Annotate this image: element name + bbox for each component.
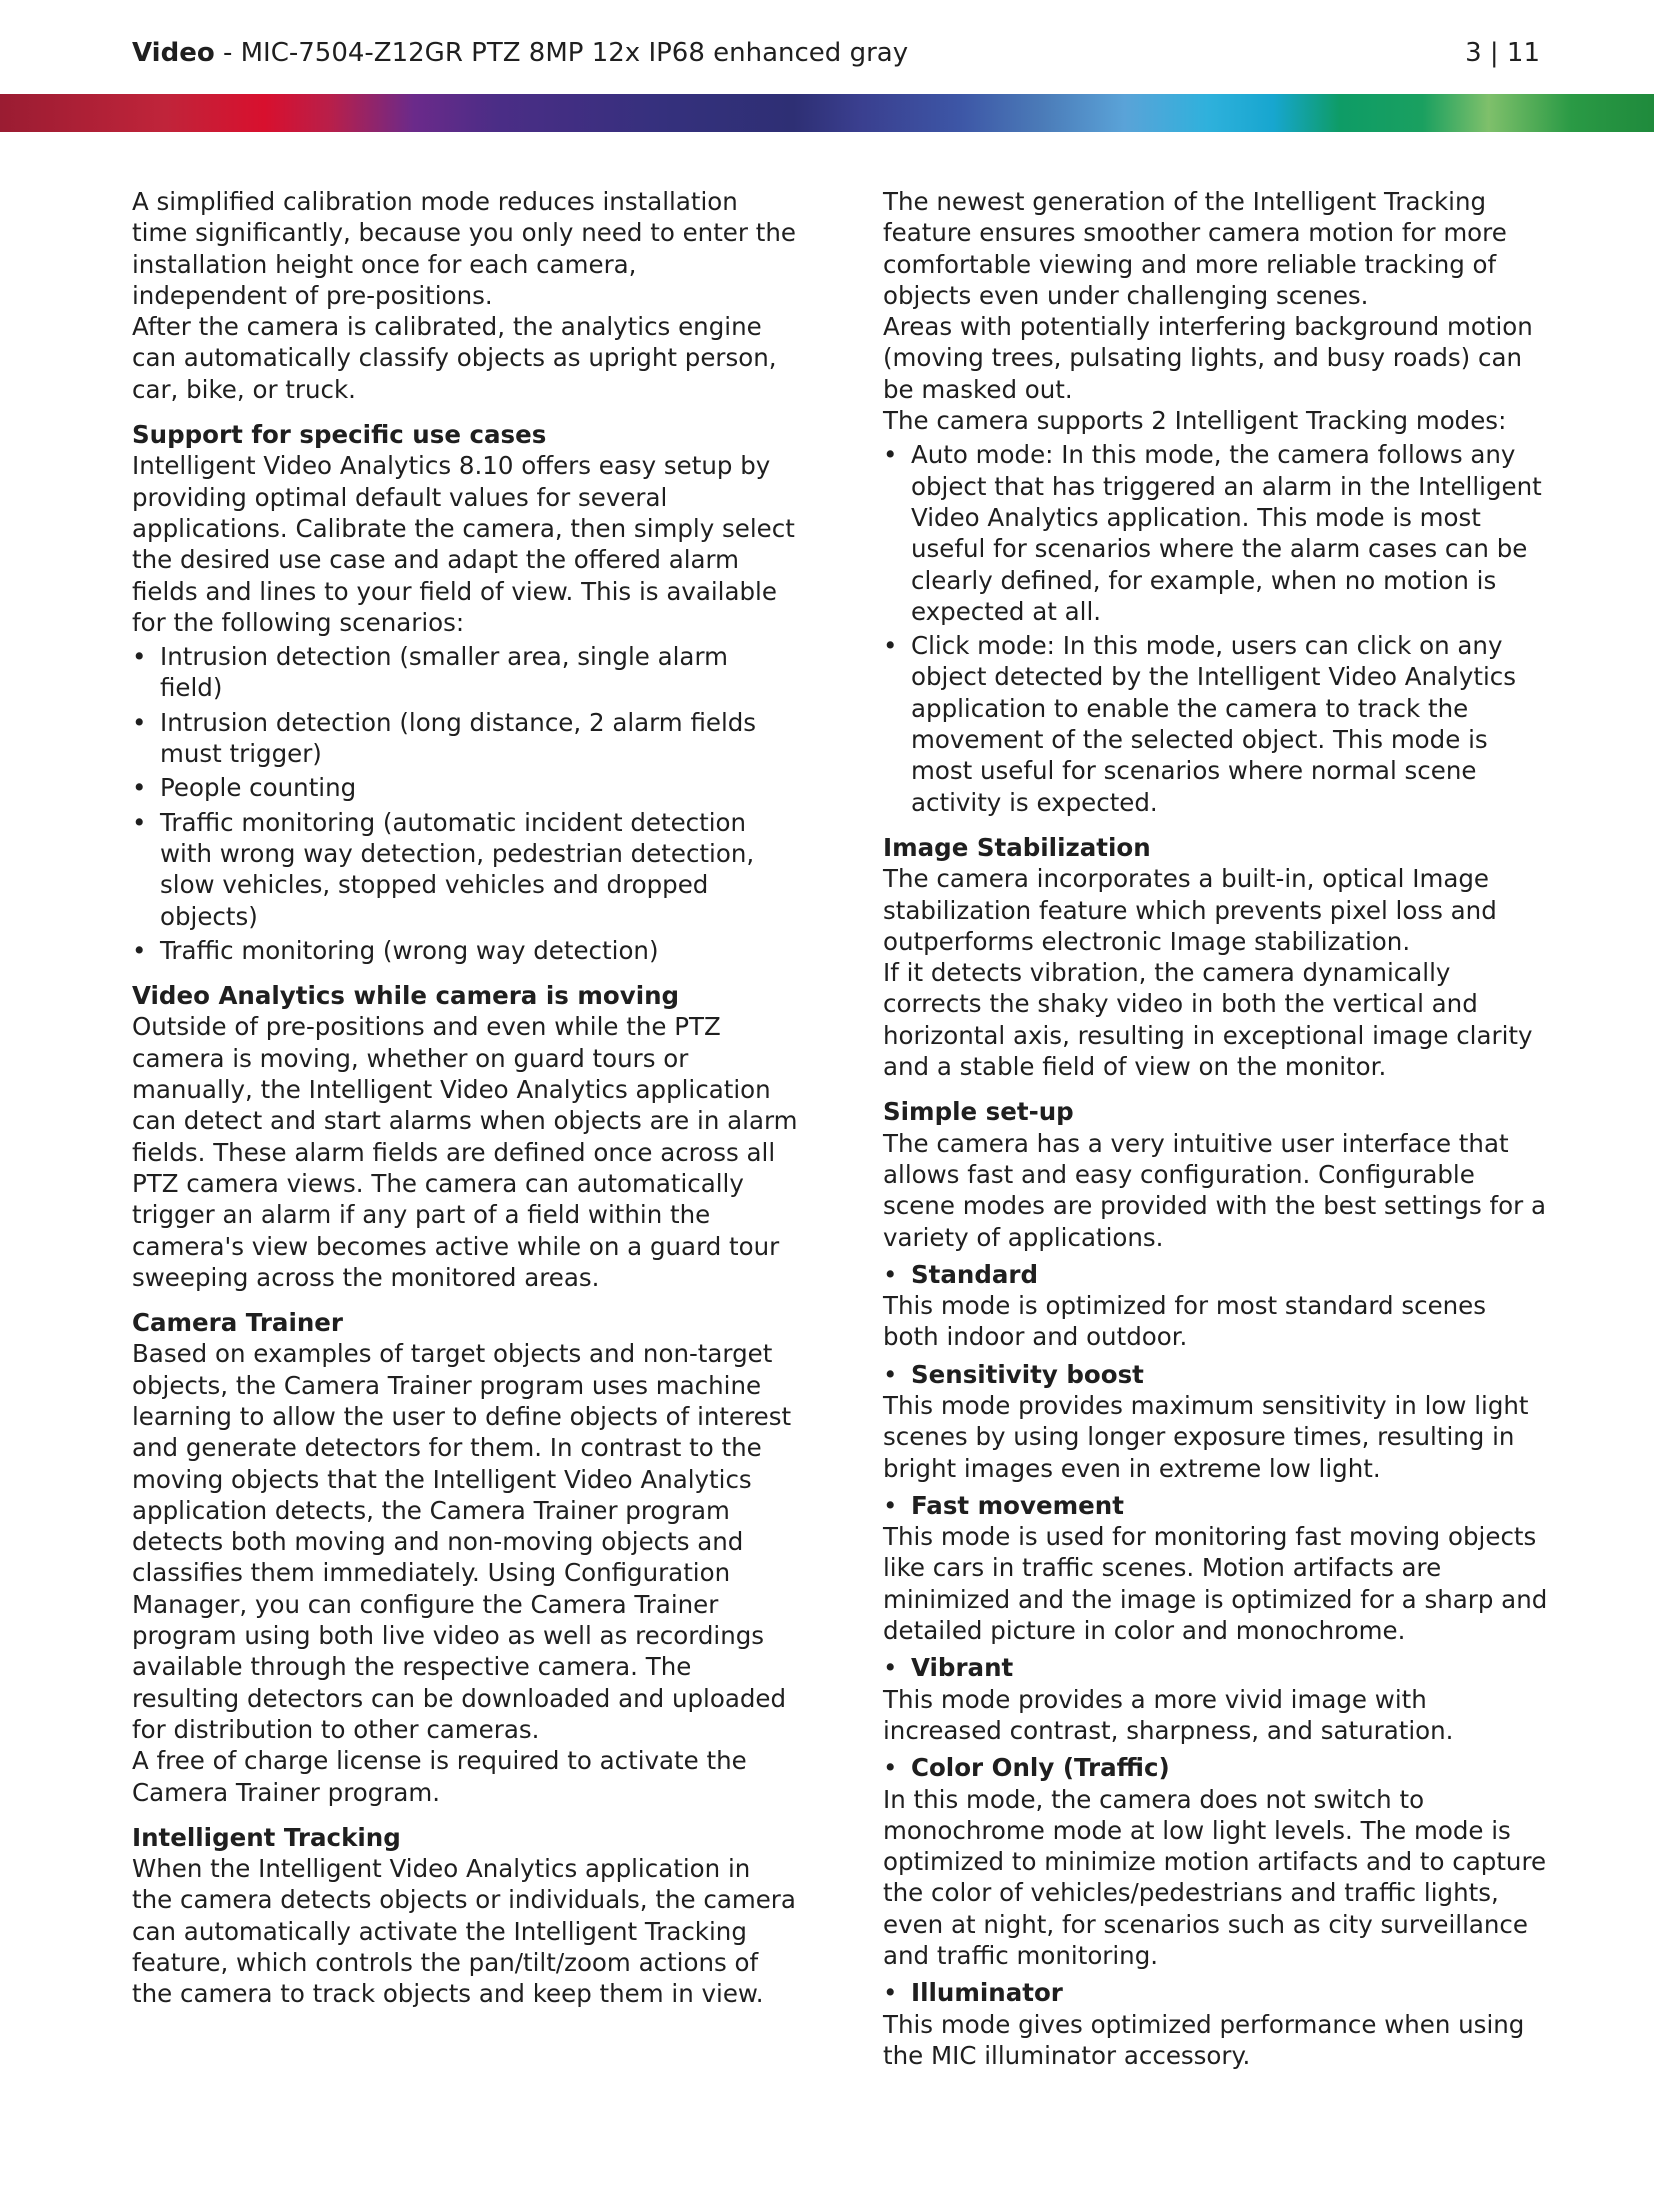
scene-mode-title: • Fast movement xyxy=(883,1490,1549,1521)
scene-mode-title: • Standard xyxy=(883,1259,1549,1290)
paragraph: A free of charge license is required to activate the Camera Trainer program. xyxy=(132,1746,747,1807)
paragraph: Outside of pre-positions and even while the PTZ camera is moving, whether on guard tours or manually, the Intelligent Video Analytics application can detect and start alarms when objects are in alarm fields. These alarm fields are defined once across all PTZ camera views. The camera can automatically trigger an alarm if any part of a field within the camera's view becomes active while on a guard tour sweeping across the monitored areas. xyxy=(132,1012,798,1292)
paragraph: The camera incorporates a built-in, optical Image stabilization feature which prevents pixel loss and outperforms electronic Image stabilization. xyxy=(883,864,1497,956)
scene-mode-text: This mode provides a more vivid image with increased contrast, sharpness, and saturation. xyxy=(883,1684,1454,1745)
list-item: • Traffic monitoring (automatic incident detection with wrong way detection, pedestrian detection, slow vehicles, stopped vehicles and dropped objects) xyxy=(132,807,798,932)
list-item: • Intrusion detection (smaller area, single alarm field) xyxy=(132,641,798,704)
paragraph: The camera has a very intuitive user interface that allows fast and easy configuration. Configurable scene modes are provided with the best settings for a variety of applications. xyxy=(883,1128,1547,1252)
section-heading: Simple set-up xyxy=(883,1097,1074,1127)
tracking-mode-list xyxy=(883,439,1549,818)
decorative-color-band xyxy=(0,94,1654,132)
scene-mode-title: • Color Only (Traffic) xyxy=(883,1752,1549,1783)
list-item: • People counting xyxy=(132,772,798,803)
page-header xyxy=(0,0,1654,95)
page-number: 3 | 11 xyxy=(1465,38,1540,68)
scene-mode-title: • Illuminator xyxy=(883,1977,1549,2008)
scene-mode-text: This mode is optimized for most standard scenes both indoor and outdoor. xyxy=(883,1291,1487,1352)
paragraph: If it detects vibration, the camera dynamically corrects the shaky video in both the vertical and horizontal axis, resulting in exceptional image clarity and a stable field of view on the monitor. xyxy=(883,958,1533,1082)
section-heading: Intelligent Tracking xyxy=(132,1822,401,1852)
header-title xyxy=(132,36,908,70)
use-case-list xyxy=(132,641,798,966)
left-column xyxy=(132,186,798,2010)
paragraph: When the Intelligent Video Analytics application in the camera detects objects or individuals, the camera can automatically activate the Intelligent Tracking feature, which controls the pan/tilt/zoom actions of the camera to track objects and keep them in view. xyxy=(132,1854,796,2009)
header-section: Video xyxy=(132,38,215,68)
header-product: - MIC-7504-Z12GR PTZ 8MP 12x IP68 enhanced gray xyxy=(214,38,909,68)
list-item: • Traffic monitoring (wrong way detection) xyxy=(132,935,798,966)
section-heading: Video Analytics while camera is moving xyxy=(132,981,680,1011)
list-item: • Click mode: In this mode, users can click on any object detected by the Intelligent Video Analytics application to enable the camera to track the movement of the selected object. This mode is most useful for scenarios where normal scene activity is expected. xyxy=(883,630,1549,818)
scene-mode-text: This mode provides maximum sensitivity in low light scenes by using longer exposure times, resulting in bright images even in extreme low light. xyxy=(883,1390,1529,1483)
scene-mode-title: • Sensitivity boost xyxy=(883,1359,1549,1390)
scene-mode-text: This mode gives optimized performance when using the MIC illuminator accessory. xyxy=(883,2009,1525,2070)
right-column xyxy=(883,186,1549,2071)
section-heading: Support for specific use cases xyxy=(132,420,547,450)
paragraph: Intelligent Video Analytics 8.10 offers easy setup by providing optimal default values for several applications. Calibrate the camera, then simply select the desired use case and adapt the offered alarm fields and lines to your field of view. This is available for the following scenarios: xyxy=(132,451,795,637)
list-item: • Auto mode: In this mode, the camera follows any object that has triggered an alarm in the Intelligent Video Analytics application. This mode is most useful for scenarios where the alarm cases can be clearly defined, for example, when no motion is expected at all. xyxy=(883,439,1549,627)
paragraph: A simplified calibration mode reduces installation time significantly, because you only need to enter the installation height once for each camera, independent of pre-positions. xyxy=(132,187,796,310)
scene-mode-title: • Vibrant xyxy=(883,1652,1549,1683)
paragraph: Areas with potentially interfering background motion (moving trees, pulsating lights, and busy roads) can be masked out. xyxy=(883,312,1533,404)
section-heading: Image Stabilization xyxy=(883,832,1151,862)
paragraph: After the camera is calibrated, the analytics engine can automatically classify objects as upright person, car, bike, or truck. xyxy=(132,312,777,404)
scene-mode-text: In this mode, the camera does not switch to monochrome mode at low light levels. The mode is optimized to minimize motion artifacts and to capture the color of vehicles/pedestrians and traffic lights, even at night, for scenarios such as city surveillance and traffic monitoring. xyxy=(883,1784,1547,1971)
paragraph: The camera supports 2 Intelligent Tracking modes: xyxy=(883,406,1507,436)
paragraph: Based on examples of target objects and non-target objects, the Camera Trainer program uses machine learning to allow the user to define objects of interest and generate detectors for them. In contrast to the moving objects that the Intelligent Video Analytics application detects, the Camera Trainer program detects both moving and non-moving objects and classifies them immediately. Using Configuration Manager, you can configure the Camera Trainer program using both live video as well as recordings available through the respective camera. The resulting detectors can be downloaded and uploaded for distribution to other cameras. xyxy=(132,1339,792,1744)
list-item: • Intrusion detection (long distance, 2 alarm fields must trigger) xyxy=(132,707,798,770)
paragraph: The newest generation of the Intelligent Tracking feature ensures smoother camera motion for more comfortable viewing and more reliable tracking of objects even under challenging scenes. xyxy=(883,187,1507,310)
section-heading: Camera Trainer xyxy=(132,1308,343,1338)
scene-mode-text: This mode is used for monitoring fast moving objects like cars in traffic scenes. Motion artifacts are minimized and the image is optimized for a sharp and detailed picture in color and monochrome. xyxy=(883,1522,1548,1646)
